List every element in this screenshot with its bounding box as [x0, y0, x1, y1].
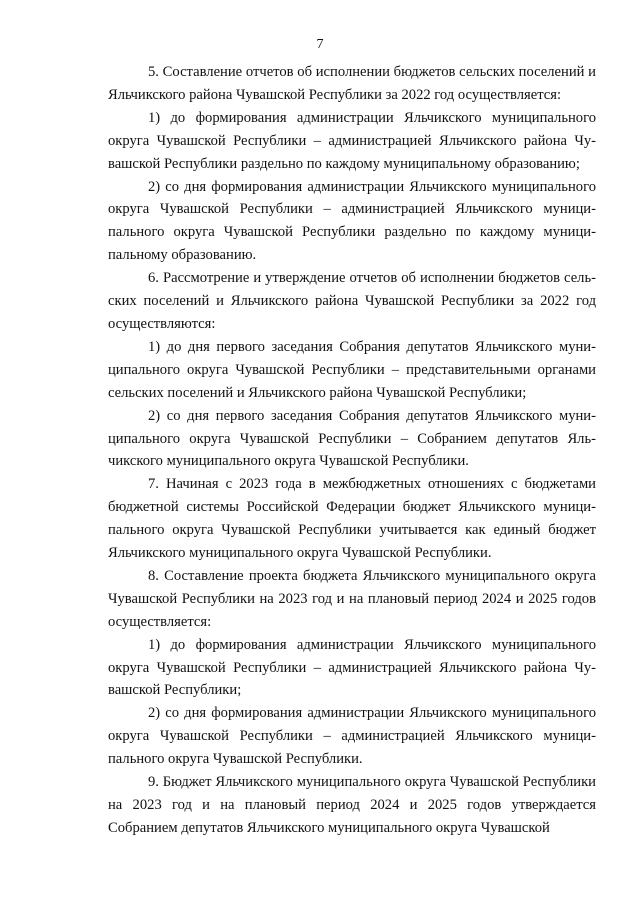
paragraph-item-6-1: 1) до дня первого заседания Собрания депутатов Яльчикского муниципального округа Чувашской Республики – представительными органами сельских поселений и Яльчикского района Чувашской Республики;	[108, 338, 596, 401]
page-number: 7	[316, 37, 324, 52]
paragraph-item-6-2: 2) со дня первого заседания Собрания депутатов Яльчикского муниципального округа Чувашской Республики – Собранием депутатов Яльчикского муниципального округа Чувашской Республики.	[108, 407, 596, 470]
paragraph-item-5-2: 2) со дня формирования администрации Яльчикского муниципального округа Чувашской Республики – администрацией Яльчикского муниципального округа Чувашской Республики раздельно по каждому муниципальному образованию.	[108, 178, 596, 264]
paragraph-item-9: 9. Бюджет Яльчикского муниципального округа Чувашской Республики на 2023 год и на плановый период 2024 и 2025 годов утверждается Собранием депутатов Яльчикского муниципального округа Чувашской	[108, 774, 596, 836]
paragraph-item-8: 8. Составление проекта бюджета Яльчикского муниципального округа Чувашской Республики на 2023 год и на плановый период 2024 и 2025 годов осуществляется:	[108, 567, 596, 630]
paragraph-item-6: 6. Рассмотрение и утверждение отчетов об исполнении бюджетов сельских поселений и Яльчикского района Чувашской Республики за 2022 год осуществляются:	[108, 270, 596, 332]
paragraph-item-8-1: 1) до формирования администрации Яльчикского муниципального округа Чувашской Республики – администрацией Яльчикского района Чувашской Республики;	[108, 636, 596, 699]
paragraph-item-5-1: 1) до формирования администрации Яльчикского муниципального округа Чувашской Республики – администрацией Яльчикского района Чувашской Республики раздельно по каждому муниципальному образованию;	[108, 109, 596, 172]
document-body	[108, 61, 596, 840]
paragraph-item-8-2: 2) со дня формирования администрации Яльчикского муниципального округа Чувашской Республики – администрацией Яльчикского муниципального округа Чувашской Республики.	[108, 705, 596, 768]
paragraph-item-5: 5. Составление отчетов об исполнении бюджетов сельских поселений и Яльчикского района Чувашской Республики за 2022 год осуществляется:	[108, 64, 596, 103]
paragraph-item-7: 7. Начиная с 2023 года в межбюджетных отношениях с бюджетами бюджетной системы Российской Федерации бюджет Яльчикского муниципального округа Чувашской Республики учитывается как единый бюджет Яльчикского муниципального округа Чувашской Республики.	[108, 476, 596, 562]
